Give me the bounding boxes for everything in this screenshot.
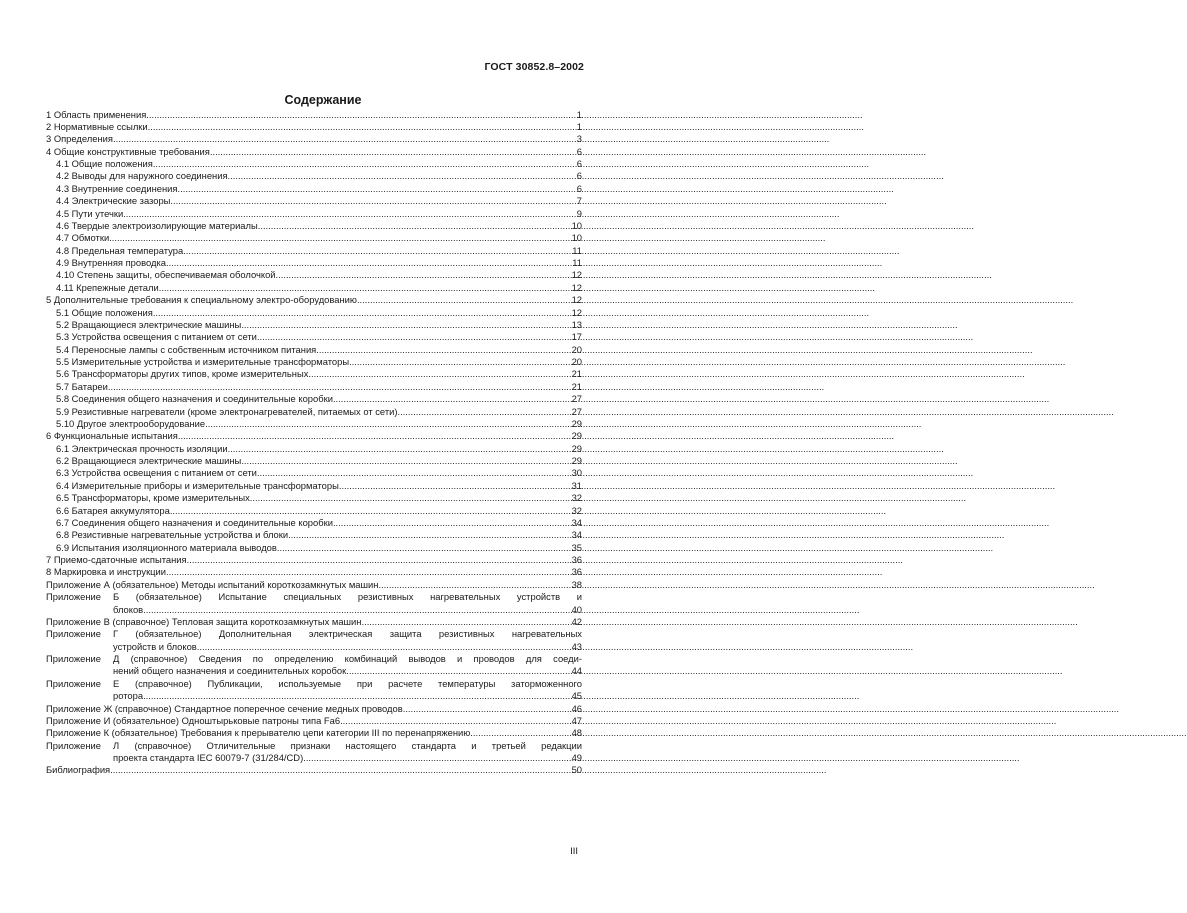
toc-entry-lead: Приложение — [46, 677, 101, 689]
toc-entry[interactable] — [46, 616, 582, 628]
toc-leader-dots — [346, 665, 571, 677]
toc-entry[interactable] — [46, 579, 582, 591]
toc-entry[interactable] — [46, 183, 582, 195]
toc-page-number: 13 — [571, 318, 582, 330]
toc-leader-dots — [166, 566, 572, 578]
toc-leader-dots — [187, 554, 572, 566]
toc-page-number: 6 — [576, 182, 582, 194]
toc-entry-text: 6.2 Вращающиеся электрические машины — [56, 455, 242, 466]
page-number: III — [570, 846, 578, 857]
toc-entry-text: 5.2 Вращающиеся электрические машины — [56, 318, 242, 330]
toc-page-number: 32 — [571, 492, 582, 504]
toc-page-number: 48 — [571, 727, 582, 739]
toc-page-number: 29 — [571, 430, 582, 442]
toc-entry-text: 4.6 Твердые электроизолирующие материалы — [56, 219, 258, 231]
toc-page-number: 12 — [571, 269, 582, 281]
toc-page-number: 12 — [571, 281, 582, 293]
toc-entry-text: 5.4 Переносные лампы с собственным источником питания — [56, 343, 317, 355]
toc-page-number: 21 — [571, 368, 582, 380]
toc-leader-dots — [361, 616, 571, 628]
toc-leader-dots — [277, 542, 572, 554]
toc-entry-lead: Приложение — [46, 591, 101, 603]
toc-entry-lead: Приложение — [46, 653, 101, 664]
toc-entry-text: 4.2 Выводы для наружного соединения — [56, 170, 228, 182]
toc-leader-dots — [178, 430, 572, 442]
toc-entry[interactable] — [46, 542, 582, 554]
standard-number: ГОСТ 30852.8–2002 — [484, 61, 584, 73]
toc-entry[interactable] — [46, 443, 582, 455]
toc-leader-dots — [241, 319, 571, 331]
toc-entry-text: 5.9 Резистивные нагреватели (кроме электронагревателей, питаемых от сети) — [56, 405, 398, 417]
toc-page-number: 44 — [571, 665, 582, 677]
toc-entry[interactable] — [46, 133, 582, 145]
toc-leader-dots — [197, 641, 572, 653]
toc-leader-dots — [108, 381, 572, 393]
toc-entry[interactable] — [46, 121, 582, 133]
toc-entry[interactable] — [46, 653, 582, 678]
toc-entry[interactable] — [46, 158, 582, 170]
toc-entry-text: 3 Определения — [46, 133, 113, 145]
toc-entry[interactable] — [46, 764, 582, 776]
toc-leader-dots — [470, 727, 571, 739]
toc-entry[interactable] — [46, 505, 582, 517]
toc-entry[interactable] — [46, 381, 582, 393]
toc-entry[interactable] — [46, 418, 582, 430]
toc-leader-dots — [288, 529, 571, 541]
toc-entry[interactable] — [46, 269, 582, 281]
toc-entry-text: Б (обязательное) Испытание специальных резистивных нагревательных устройств и — [113, 591, 582, 603]
toc-entry-text: 4.10 Степень защиты, обеспечиваемая оболочкой — [56, 269, 276, 281]
toc-entry-text-cont: блоков — [113, 603, 144, 615]
toc-entry[interactable] — [46, 245, 582, 257]
toc-page-number: 29 — [571, 442, 582, 454]
toc-entry-text: 4.9 Внутренняя проводка — [56, 257, 166, 268]
toc-page-number: 10 — [571, 232, 582, 244]
toc-page-number: 11 — [572, 244, 582, 256]
toc-entry-text: Л (справочное) Отличительные признаки настоящего стандарта и третьей редакции — [113, 739, 582, 751]
toc-leader-dots — [153, 307, 572, 319]
toc-entry-text: 2 Нормативные ссылки — [46, 120, 148, 132]
toc-entry-text: Приложение В (справочное) Тепловая защита короткозамкнутых машин — [46, 615, 362, 627]
toc-leader-dots — [210, 146, 577, 158]
toc-leader-dots — [250, 492, 572, 504]
toc-page-number: 42 — [571, 615, 582, 627]
toc-page-number: 9 — [576, 207, 582, 219]
toc-entry-text: 5.6 Трансформаторы других типов, кроме измерительных — [56, 368, 309, 380]
toc-page-number: 6 — [576, 145, 582, 157]
toc-entry-text: 6.8 Резистивные нагревательные устройства и блоки — [56, 529, 289, 541]
toc-entry-lead: Приложение — [46, 628, 101, 640]
toc-page-number: 49 — [571, 752, 582, 763]
toc-entry-text: 6.7 Соединения общего назначения и соединительные коробки — [56, 516, 333, 528]
toc-entry-text: 6.6 Батарея аккумулятора — [56, 504, 170, 516]
toc-page-number: 6 — [576, 170, 582, 182]
toc-leader-dots — [241, 455, 571, 467]
toc-page-number: 36 — [571, 554, 582, 565]
toc-leader-dots — [143, 604, 571, 616]
toc-page-number: 40 — [571, 603, 582, 615]
toc-leader-dots — [257, 331, 572, 343]
toc-page-number: 29 — [571, 417, 582, 429]
toc-page-number: 43 — [571, 640, 582, 652]
toc-leader-dots — [205, 418, 571, 430]
toc-leader-dots — [153, 158, 577, 170]
toc-entry-text: 6.4 Измерительные приборы и измерительные трансформаторы — [56, 479, 339, 491]
toc-page-number: 21 — [571, 380, 582, 392]
toc-entry-text: 4 Общие конструктивные требования — [46, 145, 210, 157]
toc-leader-dots — [109, 232, 571, 244]
toc-entry[interactable] — [46, 480, 582, 492]
toc-entry-text: 5.7 Батареи — [56, 380, 108, 392]
toc-entry[interactable] — [46, 220, 582, 232]
toc-entry-text: 1 Область применения — [46, 108, 147, 120]
toc-leader-dots — [276, 269, 572, 281]
toc-page-number: 20 — [571, 356, 582, 367]
toc-page-number: 11 — [572, 257, 582, 268]
toc-leader-dots — [143, 690, 572, 702]
toc-page-number: 34 — [571, 529, 582, 541]
toc-entry[interactable] — [46, 282, 582, 294]
toc-entry-text: 6.5 Трансформаторы, кроме измерительных — [56, 492, 250, 504]
toc-entry-text: Е (справочное) Публикации, используемые при расчете температуры заторможенного — [113, 677, 582, 689]
toc-leader-dots — [110, 764, 571, 776]
toc-entry[interactable] — [46, 715, 582, 727]
toc-leader-dots — [397, 406, 571, 418]
toc-entry-text: Приложение К (обязательное) Требования к прерывателю цепи категории III по перенапряжению — [46, 727, 471, 739]
toc-leader-dots — [183, 245, 572, 257]
toc-entry[interactable] — [46, 208, 582, 220]
toc-entry-text: 4.1 Общие положения — [56, 158, 153, 169]
toc-entry[interactable] — [46, 356, 582, 368]
toc-leader-dots — [228, 443, 572, 455]
toc-entry-text: 5.3 Устройства освещения с питанием от сети — [56, 331, 257, 343]
toc-entry-text: 6.1 Электрическая прочность изоляции — [56, 442, 228, 454]
toc-page-number: 47 — [571, 714, 582, 726]
toc-entry[interactable] — [46, 319, 582, 331]
toc-page-number: 38 — [571, 578, 582, 590]
toc-leader-dots — [170, 505, 572, 517]
toc-leader-dots — [333, 517, 572, 529]
toc-entry[interactable] — [46, 109, 582, 121]
toc-page-number: 50 — [571, 764, 582, 776]
toc-entry-text-cont: проекта стандарта IEC 60079-7 (31/284/CD) — [113, 752, 304, 763]
toc-entry-text: 4.7 Обмотки — [56, 232, 110, 244]
toc-leader-dots — [316, 344, 571, 356]
toc-entry-text: Д (справочное) Сведения по определению комбинаций выводов и проводов для соеди- — [113, 653, 582, 664]
toc-entry[interactable] — [46, 628, 582, 653]
toc-page-number: 20 — [571, 343, 582, 355]
toc-entry-text: 4.3 Внутренние соединения — [56, 182, 178, 194]
toc-entry[interactable] — [46, 566, 582, 578]
toc-entry[interactable] — [46, 430, 582, 442]
toc-entry[interactable] — [46, 455, 582, 467]
toc-entry[interactable] — [46, 146, 582, 158]
toc-entry[interactable] — [46, 307, 582, 319]
toc-entry[interactable] — [46, 232, 582, 244]
toc-entry[interactable] — [46, 678, 582, 703]
toc-entry-text: 5.10 Другое электрооборудование — [56, 417, 206, 429]
toc-entry-text: 4.8 Предельная температура — [56, 244, 184, 256]
toc-entry-text: Г (обязательное) Дополнительная электрическая защита резистивных нагревательных — [113, 628, 582, 640]
toc-entry-text-cont: ротора — [113, 690, 144, 702]
toc-leader-dots — [170, 195, 576, 207]
toc-entry[interactable] — [46, 554, 582, 566]
toc-page-number: 6 — [576, 158, 582, 169]
toc-entry[interactable] — [46, 294, 582, 306]
toc-entry[interactable] — [46, 740, 582, 765]
toc-entry[interactable] — [46, 331, 582, 343]
toc-leader-dots — [378, 579, 571, 591]
toc-entry-text-cont: устройств и блоков — [113, 640, 197, 652]
toc-leader-dots — [148, 121, 577, 133]
toc-page-number: 29 — [571, 455, 582, 466]
toc-entry-text: 5.8 Соединения общего назначения и соединительные коробки — [56, 393, 333, 405]
toc-leader-dots — [339, 480, 572, 492]
toc-entry[interactable] — [46, 170, 582, 182]
toc-entry-text: 4.5 Пути утечки — [56, 207, 124, 219]
toc-entry[interactable] — [46, 257, 582, 269]
toc-page-number: 32 — [571, 504, 582, 516]
toc-entry-lead: Приложение — [46, 739, 101, 751]
toc-entry-text: Приложение А (обязательное) Методы испытаний короткозамкнутых машин — [46, 578, 379, 590]
toc-page-number: 1 — [576, 120, 582, 132]
toc-leader-dots — [308, 368, 571, 380]
toc-entry[interactable] — [46, 195, 582, 207]
toc-leader-dots — [257, 467, 572, 479]
toc-entry-text: Приложение Ж (справочное) Стандартное поперечное сечение медных проводов — [46, 702, 403, 714]
toc-page-number: 27 — [571, 393, 582, 405]
toc-entry[interactable] — [46, 344, 582, 356]
toc-page-number: 12 — [571, 294, 582, 306]
toc-entry-text: 5 Дополнительные требования к специальному электро-оборудованию — [46, 294, 357, 306]
toc-page-number: 10 — [571, 219, 582, 231]
toc-page-number: 1 — [576, 108, 582, 120]
toc-entry[interactable] — [46, 529, 582, 541]
toc-leader-dots — [178, 183, 577, 195]
toc-entry[interactable] — [46, 727, 582, 739]
toc-leader-dots — [146, 109, 576, 121]
toc-page-number: 34 — [571, 516, 582, 528]
toc-entry-text: 4.4 Электрические зазоры — [56, 195, 171, 207]
toc-entry-text: Приложение И (обязательное) Одноштырьковые патроны типа Fa6 — [46, 714, 341, 726]
toc-page-number: 12 — [571, 306, 582, 318]
toc-entry-text: 7 Приемо-сдаточные испытания — [46, 554, 187, 565]
toc-entry-text: 4.11 Крепежные детали — [56, 281, 159, 293]
toc-leader-dots — [123, 208, 577, 220]
toc-leader-dots — [258, 220, 572, 232]
toc-entry-text: 6 Функциональные испытания — [46, 430, 178, 442]
toc-page-number: 46 — [571, 702, 582, 714]
toc-entry-text: 6.9 Испытания изоляционного материала выводов — [56, 541, 277, 553]
toc-leader-dots — [159, 282, 572, 294]
toc-page-number: 36 — [571, 566, 582, 578]
table-of-contents — [46, 109, 582, 777]
toc-leader-dots — [403, 703, 572, 715]
toc-entry-text: 8 Маркировка и инструкции — [46, 566, 167, 578]
toc-entry[interactable] — [46, 467, 582, 479]
toc-entry-text: 6.3 Устройства освещения с питанием от сети — [56, 467, 257, 479]
toc-entry[interactable] — [46, 703, 582, 715]
toc-entry[interactable] — [46, 393, 582, 405]
toc-page-number: 45 — [571, 690, 582, 702]
toc-leader-dots — [349, 356, 571, 368]
toc-leader-dots — [340, 715, 572, 727]
toc-page-number: 27 — [571, 405, 582, 417]
toc-entry-text: 5.1 Общие положения — [56, 306, 153, 318]
toc-page-number: 7 — [576, 195, 582, 207]
page-title: Содержание — [284, 93, 362, 107]
toc-leader-dots — [357, 294, 572, 306]
toc-page-number: 31 — [571, 479, 582, 491]
toc-entry-text: Библиография — [46, 764, 111, 776]
toc-page-number: 30 — [571, 467, 582, 479]
toc-entry[interactable] — [46, 517, 582, 529]
toc-page-number: 17 — [571, 331, 582, 343]
toc-page-number: 3 — [576, 133, 582, 145]
toc-entry[interactable] — [46, 492, 582, 504]
toc-leader-dots — [228, 170, 577, 182]
toc-leader-dots — [113, 133, 577, 145]
toc-leader-dots — [303, 752, 571, 764]
toc-entry[interactable] — [46, 406, 582, 418]
toc-leader-dots — [333, 393, 572, 405]
toc-page-number: 35 — [571, 541, 582, 553]
toc-leader-dots — [166, 257, 572, 269]
toc-entry-text-cont: нений общего назначения и соединительных коробок — [113, 665, 347, 677]
toc-entry[interactable] — [46, 368, 582, 380]
toc-entry-text: 5.5 Измерительные устройства и измерительные трансформаторы — [56, 356, 350, 367]
toc-entry[interactable] — [46, 591, 582, 616]
